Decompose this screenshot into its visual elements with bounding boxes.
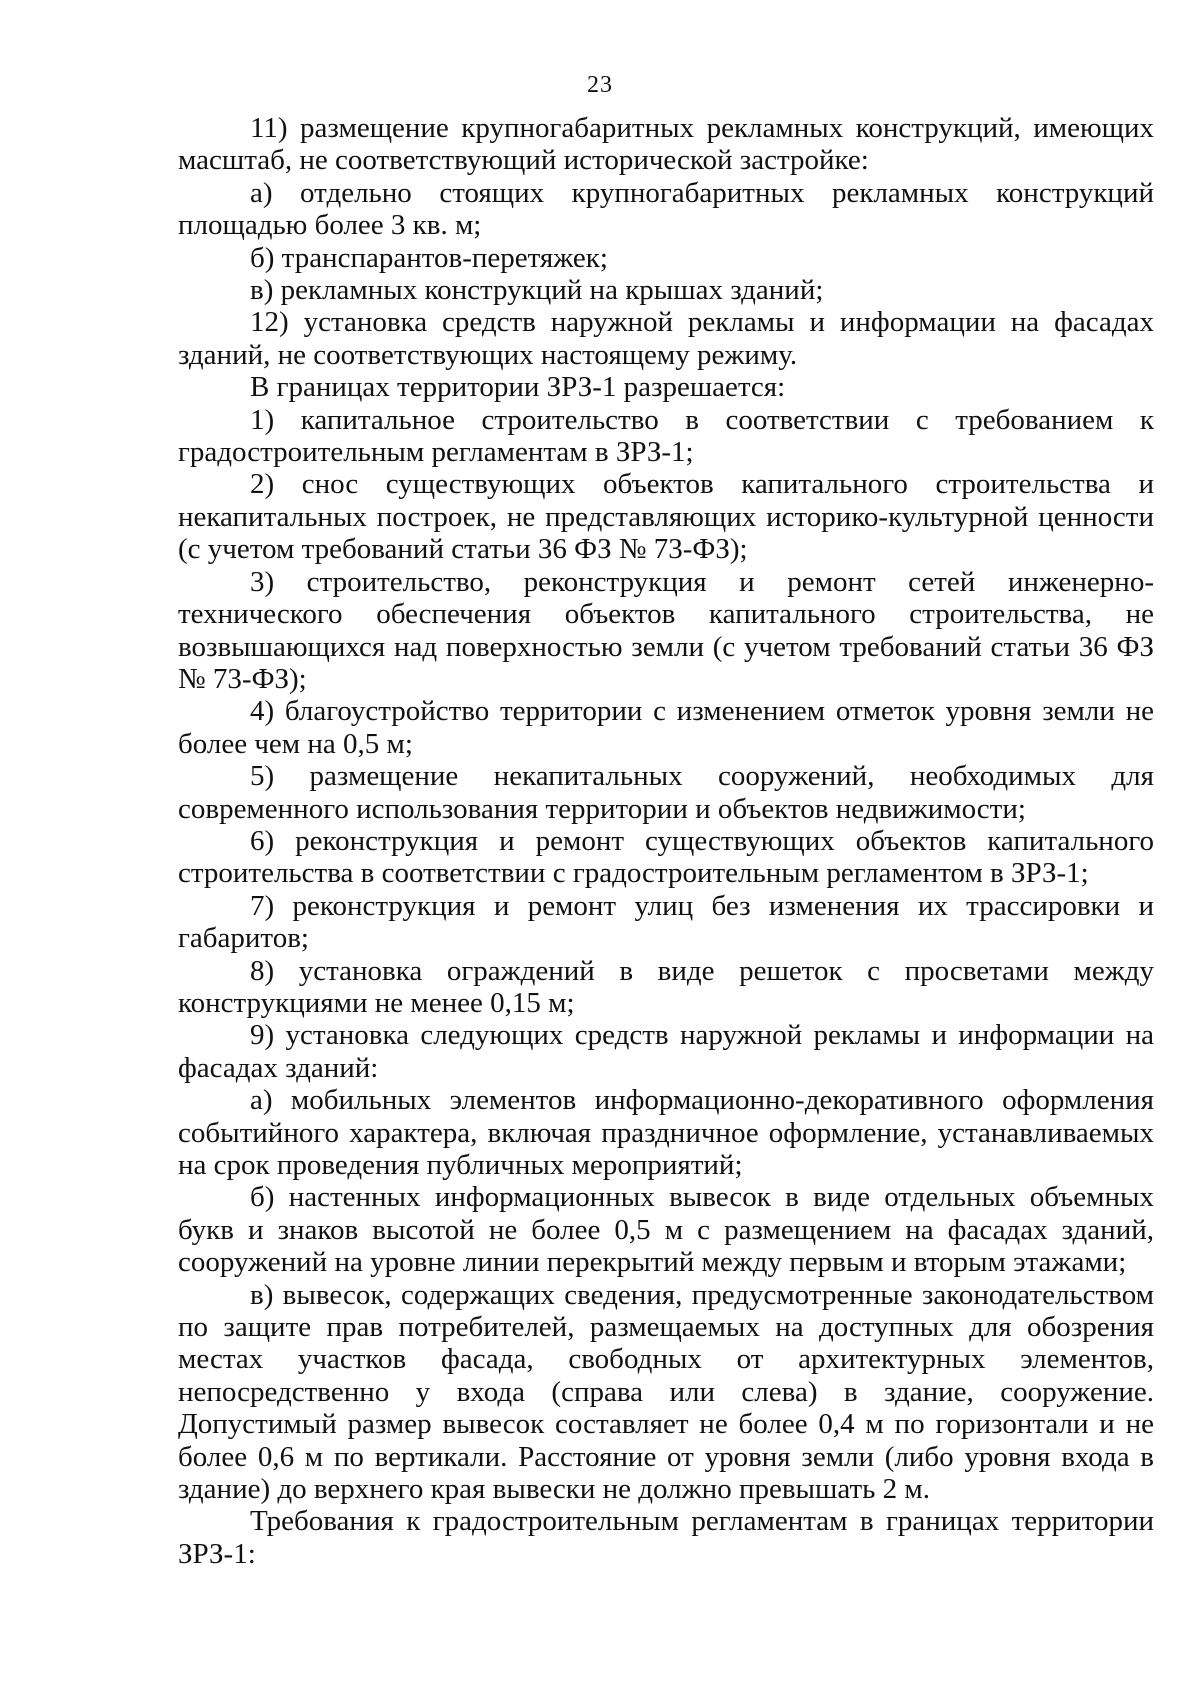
paragraph-allowed-3: 3) строительство, реконструкция и ремонт сетей инженерно-технического обеспечения объектов капитального строительства, не возвышающихся над поверхностью земли (с учетом требований статьи 36 ФЗ № 73-ФЗ);	[178, 565, 1154, 695]
paragraph-allowed-8: 8) установка ограждений в виде решеток с просветами между конструкциями не менее 0,15 м;	[178, 954, 1154, 1019]
paragraph-subitem-v-roof: в) рекламных конструкций на крышах зданий;	[250, 274, 824, 307]
page-number: 23	[587, 72, 613, 98]
paragraph-allowed-9-a: а) мобильных элементов информационно-декоративного оформления событийного характера, включая праздничное оформление, устанавливаемых на срок проведения публичных мероприятий;	[178, 1084, 1154, 1181]
paragraph-allowed-4: 4) благоустройство территории с изменением отметок уровня земли не более чем на 0,5 м;	[178, 695, 1154, 760]
paragraph-allowed-9: 9) установка следующих средств наружной рекламы и информации на фасадах зданий:	[178, 1019, 1154, 1084]
paragraph-allowed-2: 2) снос существующих объектов капитального строительства и некапитальных построек, не представляющих историко-культурной ценности (с учетом требований статьи 36 ФЗ № 73-ФЗ);	[178, 468, 1154, 566]
paragraph-allowed-6: 6) реконструкция и ремонт существующих объектов капитального строительства в соответствии с градостроительным регламентом в ЗРЗ-1;	[178, 824, 1154, 890]
paragraph-item-11-intro: 11) размещение крупногабаритных рекламных конструкций, имеющих масштаб, не соответствующий исторической застройке:	[178, 112, 1154, 177]
paragraph-allowed-9-b: б) настенных информационных вывесок в виде отдельных объемных букв и знаков высотой не более 0,5 м с размещением на фасадах зданий, сооружений на уровне линии перекрытий между первым и вторым этажами;	[178, 1181, 1154, 1279]
paragraph-allowed-1: 1) капитальное строительство в соответствии с требованием к градостроительным регламентам в ЗРЗ-1;	[178, 403, 1154, 469]
document-body	[178, 112, 1154, 1570]
paragraph-allowed-9-v: в) вывесок, содержащих сведения, предусмотренные законодательством по защите прав потребителей, размещаемых на доступных для обозрения местах участков фасада, свободных от архитектурных элементов, непосредственно у входа (справа или слева) в здание, сооружение. Допустимый размер вывесок составляет не более 0,4 м по горизонтали и не более 0,6 м по вертикали. Расстояние от уровня земли (либо уровня входа в здание) до верхнего края вывески не должно превышать 2 м.	[178, 1278, 1154, 1506]
paragraph-allowed-5: 5) размещение некапитальных сооружений, необходимых для современного использования территории и объектов недвижимости;	[178, 760, 1154, 825]
paragraph-item-12: 12) установка средств наружной рекламы и информации на фасадах зданий, не соответствующих настоящему режиму.	[178, 306, 1154, 371]
paragraph-allowed-7: 7) реконструкция и ремонт улиц без изменения их трассировки и габаритов;	[178, 889, 1154, 955]
paragraph-requirements-heading: Требования к градостроительным регламентам в границах территории ЗРЗ-1:	[178, 1505, 1154, 1570]
paragraph-section-allowed: В границах территории ЗРЗ-1 разрешается:	[250, 371, 786, 404]
paragraph-subitem-a-freestanding: а) отдельно стоящих крупногабаритных рекламных конструкций площадью более 3 кв. м;	[178, 176, 1154, 242]
paragraph-subitem-b-banners: б) транспарантов-перетяжек;	[250, 241, 608, 274]
